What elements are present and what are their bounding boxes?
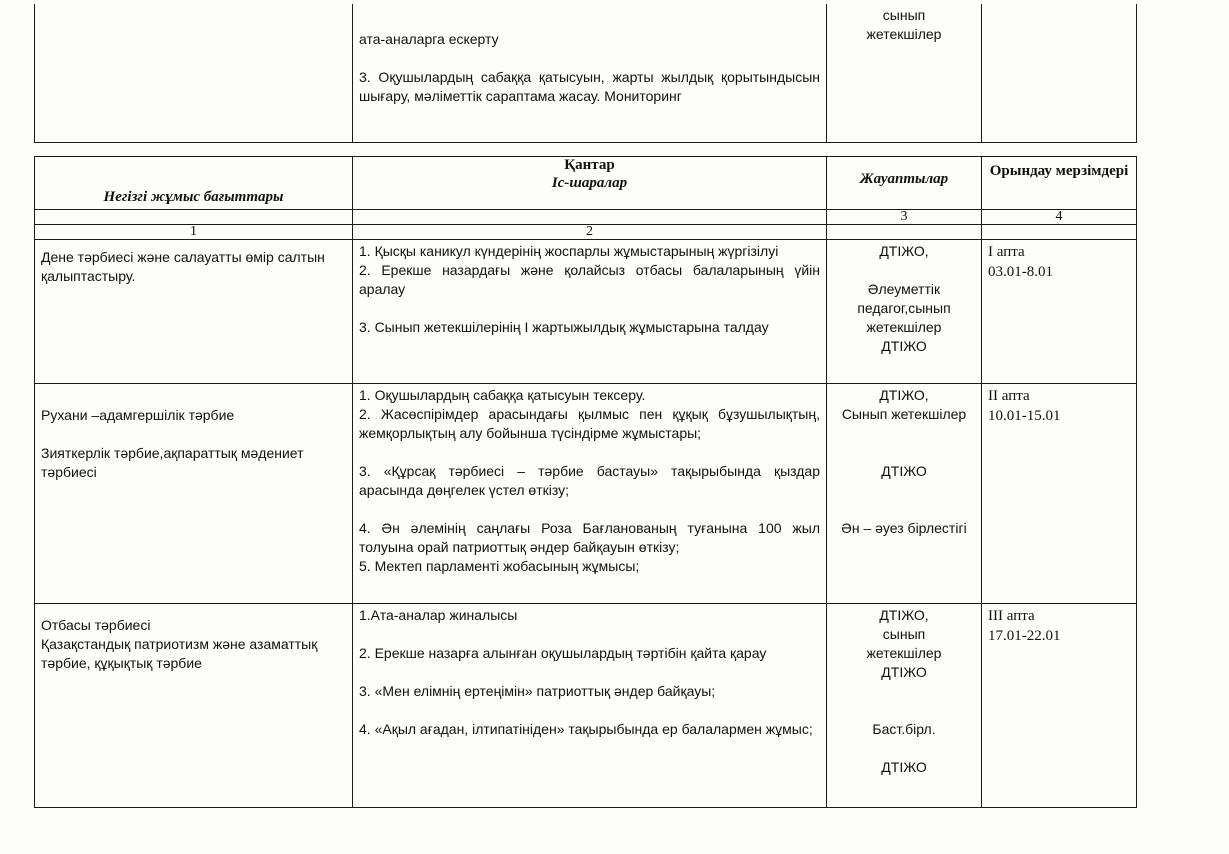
- direction-cell: [35, 240, 353, 384]
- deadline-cell: [982, 604, 1137, 808]
- deadline-text: ІІІ апта 17.01-22.01: [988, 608, 1061, 644]
- responsible-text: ДТІЖО, Сынып жетекшілер ДТІЖО Ән – әуез бірлестігі: [841, 387, 967, 536]
- table-row: [35, 604, 1137, 808]
- number-cell-blank-1: [35, 210, 353, 225]
- top-events-text: ата-аналарга ескерту 3. Оқушылардың сабаққа қатысуын, жарты жылдық қорытындысын шығару, мәліметтік сараптама жасау. Мониторинг: [359, 31, 820, 104]
- top-events-cell: [353, 4, 827, 142]
- deadline-text: І апта 03.01-8.01: [988, 244, 1053, 280]
- direction-cell: [35, 604, 353, 808]
- top-direction-cell: [35, 4, 353, 142]
- events-cell: [353, 604, 827, 808]
- number-cell-2: 2: [353, 225, 827, 240]
- number-cell-4: 4: [982, 210, 1137, 225]
- deadline-text: ІІ апта 10.01-15.01: [988, 388, 1061, 424]
- responsible-text: ДТІЖО, сынып жетекшілер ДТІЖО Баст.бірл. ДТІЖО: [866, 607, 942, 775]
- number-row-a: [35, 210, 1137, 225]
- direction-text: Отбасы тәрбиесі Қазақстандық патриотизм және азаматтық тәрбие, құқықтық тәрбие: [41, 617, 318, 671]
- number-row-b: [35, 225, 1137, 240]
- responsible-cell: [827, 384, 982, 604]
- table-row: [35, 384, 1137, 604]
- number-cell-blank-4: [982, 225, 1137, 240]
- header-responsible-label: Жауаптылар: [859, 171, 949, 187]
- header-responsible: [827, 157, 982, 210]
- direction-text: Рухани –адамгершілік тәрбие Зияткерлік тәрбие,ақпараттық мәдениет тәрбиесі: [41, 407, 304, 480]
- events-cell: [353, 240, 827, 384]
- table-row: [35, 240, 1137, 384]
- header-directions: [35, 157, 353, 210]
- events-text: 1.Ата-аналар жиналысы 2. Ерекше назарға алынған оқушылардың тәртібін қайта қарау 3. «Мен елімнің ертеңімін» патриоттық әндер байқауы; 4. «Ақыл ағадан, ілтипатініден» тақырыбында ер балалармен жұмыс;: [359, 607, 813, 737]
- top-responsible-text: сынып жетекшілер: [866, 7, 942, 42]
- responsible-cell: [827, 604, 982, 808]
- direction-cell: [35, 384, 353, 604]
- number-cell-3: 3: [827, 210, 982, 225]
- continuation-table: [34, 4, 1137, 143]
- header-row: [35, 157, 1137, 210]
- responsible-text: ДТІЖО, Әлеуметтік педагог,сынып жетекшілер ДТІЖО: [857, 243, 951, 354]
- header-deadline: [982, 157, 1137, 210]
- month-title: Қантар: [564, 157, 615, 173]
- events-text: 1. Оқушылардың сабаққа қатысуын тексеру. 2. Жасөспірімдер арасындағы қылмыс пен құқық бұзушылықтың, жемқорлықтың алу бойынша түсіндірме жұмыстары; 3. «Құрсақ тәрбиесі – тәрбие бастауы» тақырыбында қыздар арасында дөңгелек үстел өткізу; 4. Ән әлемінің саңлағы Роза Бағланованың туғанына 100 жыл толуына орай патриоттық әндер байқауын өткізу; 5. Мектеп парламенті жобасының жұмысы;: [359, 387, 820, 574]
- plan-table: [34, 156, 1137, 808]
- responsible-cell: [827, 240, 982, 384]
- header-deadline-label: Орындау мерзімдері: [989, 163, 1129, 179]
- deadline-cell: [982, 240, 1137, 384]
- top-deadline-cell: [982, 4, 1137, 142]
- header-events-label: Іс-шаралар: [551, 175, 628, 191]
- top-responsible-cell: [827, 4, 982, 142]
- header-events: [353, 157, 827, 210]
- deadline-cell: [982, 384, 1137, 604]
- direction-text: Дене тәрбиесі және салауатты өмір салтын қалыптастыру.: [41, 249, 325, 284]
- number-cell-blank-3: [827, 225, 982, 240]
- events-cell: [353, 384, 827, 604]
- events-text: 1. Қысқы каникул күндерінің жоспарлы жұмыстарының жүргізілуі 2. Ерекше назардағы және қолайсыз отбасы балаларының үйін аралау 3. Сынып жетекшілерінің І жартыжылдық жұмыстарына талдау: [359, 243, 820, 335]
- number-cell-1: 1: [35, 225, 353, 240]
- table-row: [35, 4, 1137, 142]
- header-directions-label: Негізгі жұмыс бағыттары: [103, 189, 284, 205]
- number-cell-blank-2: [353, 210, 827, 225]
